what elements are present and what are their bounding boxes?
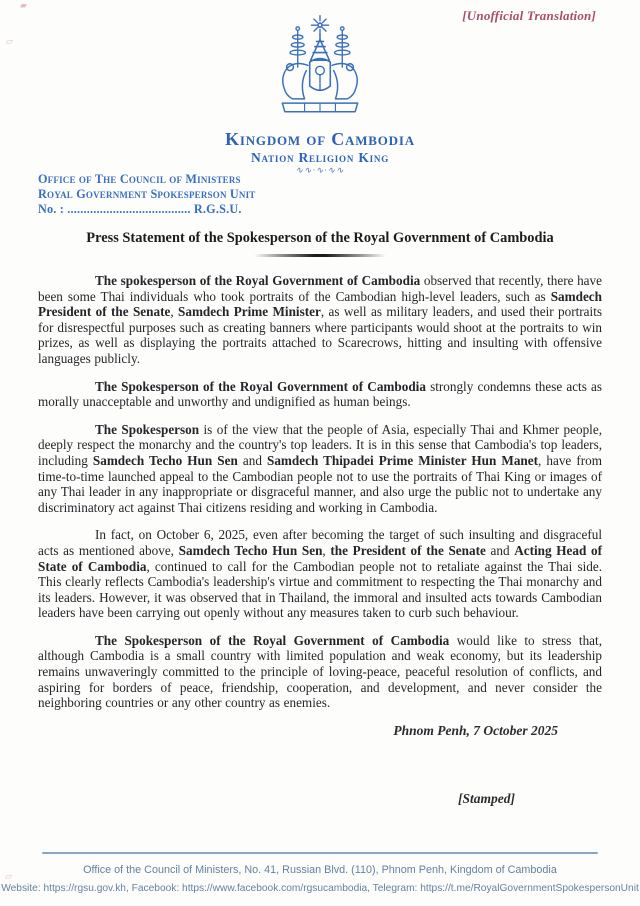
kingdom-title: Kingdom of Cambodia [225, 129, 415, 149]
cambodia-coat-of-arms-icon [260, 14, 380, 122]
title-divider-ornament [254, 254, 386, 257]
office-line-2: Royal Government Spokesperson Unit [38, 187, 256, 201]
scan-artifact: ▱ [5, 872, 12, 882]
letter-footer [0, 852, 640, 896]
scan-artifact: ▰ [20, 1, 27, 11]
stamped-placeholder: [Stamped] [458, 790, 515, 806]
paragraph-4: In fact, on October 6, 2025, even after becoming the target of such insulting and disgraceful acts as mentioned above, Samdech Techo Hun Sen, the President of the Senate and Acting Head of State of Cambodia, continued to call for the Cambodian people not to retaliate against the Thai side. This clearly reflects Cambodia's leadership's virtue and commitment to respecting the Thai monarchy and its leaders. However, it was observed that in Thailand, the immoral and insulted acts towards Cambodian leaders have been carrying out openly without any measures taken to curb such behaviour. [38, 527, 602, 621]
paragraph-2: The Spokesperson of the Royal Government of Cambodia strongly condemns these acts as morally unacceptable and unworthy and undignified as human beings. [38, 378, 602, 410]
footer-divider-line [42, 852, 598, 854]
paragraph-1: The spokesperson of the Royal Government of Cambodia observed that recently, there have been some Thai individuals who took portraits of the Cambodian high-level leaders, such as Samdech President of the Senate, Samdech Prime Minister, as well as military leaders, and used their portraits for disrespectful purposes such as creating banners where participants would shoot at the portraits to win prizes, as well as displaying the portraits attached to Scarecrows, hitting and insulting with offensive languages publicly. [38, 273, 602, 366]
paragraph-3: The Spokesperson is of the view that the people of Asia, especially Thai and Khmer people, deeply respect the monarchy and the country's top leaders. It is in this sense that Cambodia's top leaders, including Samdech Techo Hun Sen and Samdech Thipadei Prime Minister Hun Manet, have from time-to-time launched appeal to the Cambodian people not to use the portraits of Thai King or images of any Thai leader in any inappropriate or disgraceful manner, and also urge the public not to undertake any discriminatory act against Thai citizens residing and working in Cambodia. [38, 421, 602, 515]
national-motto: Nation Religion King [250, 150, 390, 165]
reference-number-line: No. : ...................................... R.G.S.U. [38, 202, 242, 216]
dateline: Phnom Penh, 7 October 2025 [393, 722, 558, 738]
office-line-1: Office of The Council of Ministers [38, 172, 241, 186]
footer-address: Office of the Council of Ministers, No. 41, Russian Blvd. (110), Phnom Penh, Kingdom of Cambodia [83, 864, 557, 876]
paragraph-5: The Spokesperson of the Royal Government of Cambodia would like to stress that, although Cambodia is a small country with limited population and weak economy, but its leadership remains unwaveringly committed to the principle of loving-peace, peaceful resolution of conflicts, and aspiring for borders of peace, friendship, cooperation, and development, and never consider the neighboring countries or any other country as enemies. [38, 632, 602, 711]
khmer-ornament-divider: ∿∿∙∿∙∿∿ [295, 165, 345, 175]
unofficial-translation-note: [Unofficial Translation] [462, 8, 596, 23]
letterhead-office-block [38, 172, 602, 217]
statement-body [38, 273, 602, 711]
scan-artifact: ▱ [6, 37, 13, 47]
emblem-container [38, 14, 602, 127]
statement-title: Press Statement of the Spokesperson of the Royal Government of Cambodia [86, 230, 554, 246]
footer-contacts: Website: https://rgsu.gov.kh, Facebook: https://www.facebook.com/rgsucambodia, Telegram: https://t.me/RoyalGovernmentSpokespersonUnit [1, 883, 639, 894]
